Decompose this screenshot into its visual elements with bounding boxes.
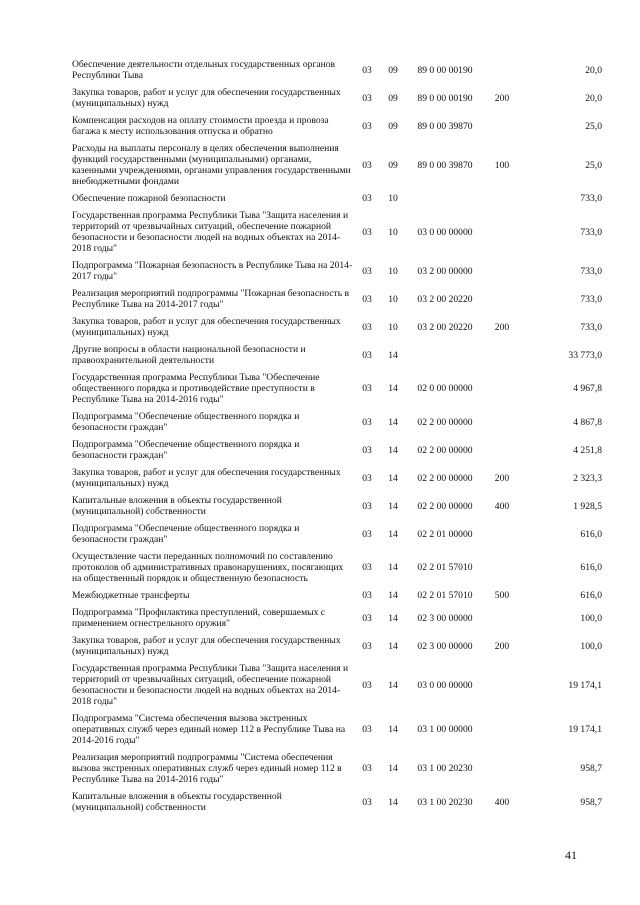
expense-type-code (484, 436, 520, 464)
amount-value: 733,0 (580, 321, 602, 333)
table-row (72, 436, 602, 464)
expense-type-code (484, 190, 520, 207)
table-row (72, 257, 602, 285)
amount-value: 4 251,8 (573, 444, 602, 456)
table-row (72, 587, 602, 604)
table-row (72, 190, 602, 207)
expense-item-name: Межбюджетные трансферты (72, 590, 190, 601)
expense-type-code (484, 257, 520, 285)
expense-type-code: 200 (494, 321, 510, 333)
expense-item-name: Закупка товаров, работ и услуг для обеспечения государственных (муниципальных) нужд (72, 467, 341, 489)
expense-item-name: Закупка товаров, работ и услуг для обеспечения государственных (муниципальных) нужд (72, 316, 341, 338)
section-code: 03 (362, 120, 372, 132)
target-article-code: 89 0 00 39870 (417, 120, 473, 132)
table-row (72, 520, 602, 548)
target-article-code: 03 0 00 00000 (417, 679, 473, 691)
amount-value: 733,0 (580, 193, 602, 204)
subsection-code: 14 (388, 472, 398, 484)
target-article-code: 03 2 00 20220 (417, 293, 473, 305)
section-code: 03 (362, 64, 372, 76)
expense-item-name: Подпрограмма "Обеспечение общественного порядка и безопасности граждан" (72, 411, 300, 433)
section-code: 03 (362, 763, 372, 774)
section-code: 03 (362, 416, 372, 428)
table-row (72, 710, 602, 749)
amount-value: 4 967,8 (573, 383, 602, 394)
subsection-code: 10 (388, 226, 398, 238)
section-code: 03 (362, 724, 372, 735)
expense-type-code (484, 710, 520, 749)
expense-type-code (484, 548, 520, 587)
amount-value: 20,0 (585, 92, 602, 104)
amount-value: 1 928,5 (573, 500, 602, 512)
expense-type-code (484, 604, 520, 632)
table-row (72, 660, 602, 710)
table-row (72, 464, 602, 492)
section-code: 03 (362, 265, 372, 277)
target-article-code: 02 2 01 00000 (417, 528, 473, 540)
section-code: 03 (362, 193, 372, 204)
expense-item-name: Закупка товаров, работ и услуг для обеспечения государственных (муниципальных) нужд (72, 635, 341, 657)
expense-item-name: Реализация мероприятий подпрограммы "Система обеспечения вызова экстренных оперативных служб через единый номер 112 в Республике Тыва на 2014-2016 годы" (72, 752, 342, 785)
target-article-code: 03 1 00 20230 (417, 796, 473, 808)
expense-item-name: Подпрограмма "Обеспечение общественного порядка и безопасности граждан" (72, 439, 300, 461)
expense-item-name: Подпрограмма "Пожарная безопасность в Республике Тыва на 2014-2017 годы" (72, 260, 353, 282)
section-code: 03 (362, 92, 372, 104)
section-code: 03 (362, 796, 372, 808)
target-article-code: 03 1 00 00000 (417, 724, 473, 735)
expense-type-code: 200 (494, 640, 510, 652)
amount-value: 100,0 (580, 640, 602, 652)
section-code: 03 (362, 321, 372, 333)
target-article-code: 02 2 01 57010 (417, 590, 473, 601)
subsection-code: 14 (388, 562, 398, 573)
subsection-code: 14 (388, 383, 398, 394)
amount-value: 733,0 (580, 265, 602, 277)
expense-type-code: 400 (494, 500, 510, 512)
target-article-code (406, 341, 484, 369)
subsection-code: 14 (388, 679, 398, 691)
expense-type-code (484, 408, 520, 436)
table-row (72, 369, 602, 408)
table-row (72, 56, 602, 84)
amount-value: 958,7 (580, 763, 602, 774)
target-article-code: 03 0 00 00000 (417, 226, 473, 238)
amount-value: 958,7 (580, 796, 602, 808)
section-code: 03 (362, 349, 372, 361)
subsection-code: 14 (388, 528, 398, 540)
table-row (72, 341, 602, 369)
amount-value: 19 174,1 (568, 724, 602, 735)
expense-type-code: 200 (494, 92, 510, 104)
target-article-code: 89 0 00 39870 (417, 159, 473, 171)
expense-item-name: Компенсация расходов на оплату стоимости проезда и провоза багажа к месту использования отпуска и обратно (72, 115, 329, 137)
section-code: 03 (362, 159, 372, 171)
expense-item-name: Расходы на выплаты персоналу в целях обеспечения выполнения функций государственными (муниципальными) органами, казенными учреждениями, органами управления государственными внебюджетными фондами (72, 143, 351, 187)
expense-type-code: 400 (494, 796, 510, 808)
subsection-code: 14 (388, 724, 398, 735)
subsection-code: 14 (388, 796, 398, 808)
target-article-code: 02 2 00 00000 (417, 472, 473, 484)
section-code: 03 (362, 472, 372, 484)
subsection-code: 09 (388, 64, 398, 76)
target-article-code: 02 0 00 00000 (417, 383, 473, 394)
target-article-code (406, 190, 484, 207)
table-row (72, 112, 602, 140)
expense-item-name: Подпрограмма "Профилактика преступлений, совершаемых с применением огнестрельного оружия" (72, 607, 326, 629)
target-article-code: 02 3 00 00000 (417, 640, 473, 652)
expense-item-name: Государственная программа Республики Тыва "Обеспечение общественного порядка и противодействие преступности в Республике Тыва на 2014-2016 годы" (72, 372, 320, 405)
page-number: 41 (565, 848, 577, 862)
subsection-code: 14 (388, 500, 398, 512)
subsection-code: 10 (388, 321, 398, 333)
target-article-code: 03 2 00 00000 (417, 265, 473, 277)
expense-type-code: 100 (494, 159, 510, 171)
section-code: 03 (362, 528, 372, 540)
table-body (72, 56, 602, 816)
budget-document-page (72, 56, 602, 816)
section-code: 03 (362, 640, 372, 652)
subsection-code: 14 (388, 763, 398, 774)
expense-item-name: Реализация мероприятий подпрограммы "Пожарная безопасность в Республике Тыва на 2014-2017 годы" (72, 288, 350, 310)
section-code: 03 (362, 383, 372, 394)
section-code: 03 (362, 293, 372, 305)
subsection-code: 14 (388, 444, 398, 456)
target-article-code: 89 0 00 00190 (417, 64, 473, 76)
amount-value: 733,0 (580, 293, 602, 305)
amount-value: 25,0 (585, 120, 602, 132)
amount-value: 2 323,3 (573, 472, 602, 484)
expense-type-code (484, 56, 520, 84)
amount-value: 616,0 (580, 590, 602, 601)
expense-item-name: Капитальные вложения в объекты государственной (муниципальной) собственности (72, 791, 282, 813)
table-row (72, 548, 602, 587)
expense-type-code (484, 285, 520, 313)
table-row (72, 140, 602, 190)
target-article-code: 03 2 00 20220 (417, 321, 473, 333)
section-code: 03 (362, 226, 372, 238)
budget-allocation-table (72, 56, 602, 816)
target-article-code: 89 0 00 00190 (417, 92, 473, 104)
subsection-code: 09 (388, 92, 398, 104)
table-row (72, 313, 602, 341)
target-article-code: 02 2 01 57010 (417, 562, 473, 573)
subsection-code: 10 (388, 265, 398, 277)
table-row (72, 408, 602, 436)
expense-type-code (484, 520, 520, 548)
expense-type-code (484, 749, 520, 788)
expense-item-name: Обеспечение пожарной безопасности (72, 193, 226, 204)
subsection-code: 10 (388, 193, 398, 204)
section-code: 03 (362, 562, 372, 573)
target-article-code: 02 2 00 00000 (417, 444, 473, 456)
table-row (72, 285, 602, 313)
subsection-code: 14 (388, 416, 398, 428)
expense-item-name: Другие вопросы в области национальной безопасности и правоохранительной деятельности (72, 344, 306, 366)
amount-value: 616,0 (580, 562, 602, 573)
section-code: 03 (362, 590, 372, 601)
subsection-code: 09 (388, 120, 398, 132)
table-row (72, 492, 602, 520)
table-row (72, 604, 602, 632)
expense-item-name: Государственная программа Республики Тыва "Защита населения и территорий от чрезвычайных ситуаций, обеспечение пожарной безопасности и безопасности людей на водных объектах на 2014-2018 годы" (72, 663, 349, 707)
target-article-code: 02 3 00 00000 (417, 612, 473, 624)
section-code: 03 (362, 612, 372, 624)
expense-type-code (484, 341, 520, 369)
subsection-code: 10 (388, 293, 398, 305)
subsection-code: 14 (388, 612, 398, 624)
subsection-code: 14 (388, 590, 398, 601)
expense-type-code: 500 (494, 590, 510, 601)
expense-item-name: Капитальные вложения в объекты государственной (муниципальной) собственности (72, 495, 282, 517)
table-row (72, 749, 602, 788)
expense-type-code (484, 207, 520, 257)
section-code: 03 (362, 500, 372, 512)
target-article-code: 02 2 00 00000 (417, 500, 473, 512)
table-row (72, 84, 602, 112)
expense-type-code (484, 369, 520, 408)
expense-type-code (484, 112, 520, 140)
expense-type-code (484, 660, 520, 710)
expense-item-name: Подпрограмма "Система обеспечения вызова экстренных оперативных служб через единый номер 112 в Республике Тыва на 2014-2016 годы" (72, 713, 346, 746)
section-code: 03 (362, 679, 372, 691)
target-article-code: 02 2 00 00000 (417, 416, 473, 428)
table-row (72, 632, 602, 660)
amount-value: 616,0 (580, 528, 602, 540)
expense-type-code: 200 (494, 472, 510, 484)
target-article-code: 03 1 00 20230 (417, 763, 473, 774)
expense-item-name: Государственная программа Республики Тыва "Защита населения и территорий от чрезвычайных ситуаций, обеспечение пожарной безопасности и безопасности людей на водных объектах на 2014-2018 годы" (72, 210, 349, 254)
expense-item-name: Подпрограмма "Обеспечение общественного порядка и безопасности граждан" (72, 523, 300, 545)
amount-value: 100,0 (580, 612, 602, 624)
amount-value: 25,0 (585, 159, 602, 171)
table-row (72, 207, 602, 257)
expense-item-name: Осуществление части переданных полномочий по составлению протоколов об административных правонарушениях, посягающих на общественный порядок и общественную безопасность (72, 551, 344, 584)
amount-value: 20,0 (585, 64, 602, 76)
expense-item-name: Обеспечение деятельности отдельных государственных органов Республики Тыва (72, 59, 336, 81)
expense-item-name: Закупка товаров, работ и услуг для обеспечения государственных (муниципальных) нужд (72, 87, 341, 109)
amount-value: 33 773,0 (568, 349, 602, 361)
amount-value: 4 867,8 (573, 416, 602, 428)
amount-value: 733,0 (580, 226, 602, 238)
section-code: 03 (362, 444, 372, 456)
subsection-code: 09 (388, 159, 398, 171)
table-row (72, 788, 602, 816)
subsection-code: 14 (388, 349, 398, 361)
subsection-code: 14 (388, 640, 398, 652)
amount-value: 19 174,1 (568, 679, 602, 691)
